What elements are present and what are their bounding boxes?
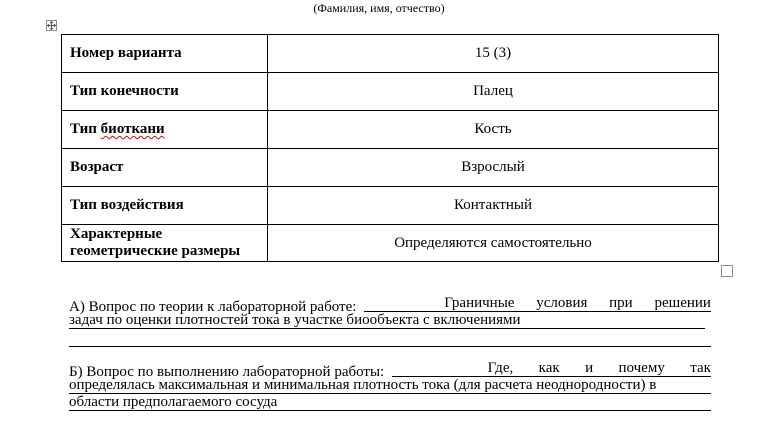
- row-value: Взрослый: [268, 149, 719, 187]
- answer-word: Граничные: [444, 295, 515, 311]
- row-value: Контактный: [268, 187, 719, 225]
- table-row: [62, 187, 719, 225]
- answer-word: решении: [654, 295, 711, 311]
- question-a-answer-continued: задач по оценки плотностей тока в участке биообъекта с включениями: [69, 312, 521, 328]
- table-row: [62, 111, 719, 149]
- question-b-answer-end: области предполагаемого сосуда: [69, 394, 278, 410]
- spellcheck-marked-word: биоткани: [100, 121, 165, 137]
- row-label: Номер варианта: [62, 35, 268, 73]
- row-label-prefix: Тип: [70, 121, 101, 137]
- row-label-line: геометрические размеры: [70, 243, 241, 259]
- row-label: Тип конечности: [62, 73, 268, 111]
- row-label: [62, 225, 268, 262]
- table-row: [62, 35, 719, 73]
- question-b-answer-continued: определялась максимальная и минимальная плотность тока (для расчета неоднородности) в: [69, 377, 657, 393]
- answer-word: как: [538, 360, 560, 376]
- answer-blank-line: [69, 329, 711, 347]
- answer-word: так: [690, 360, 711, 376]
- table-resize-handle-icon[interactable]: [721, 265, 733, 277]
- table-row: [62, 149, 719, 187]
- row-value: 15 (3): [268, 35, 719, 73]
- row-value: Кость: [268, 111, 719, 149]
- variant-table: [61, 34, 719, 262]
- answer-word: при: [609, 295, 633, 311]
- row-label: Тип воздействия: [62, 187, 268, 225]
- question-b: [69, 360, 711, 411]
- question-b-line-2: [69, 377, 711, 394]
- question-a-line-2: [69, 312, 705, 329]
- row-value: Определяются самостоятельно: [268, 225, 719, 262]
- question-b-prefix: Б) Вопрос по выполнению лабораторной работы:: [69, 364, 385, 380]
- row-label: [62, 111, 268, 149]
- answer-word: и: [585, 360, 594, 376]
- answer-word: условия: [536, 295, 588, 311]
- question-b-answer-line: [392, 360, 711, 377]
- table-row: [62, 225, 719, 262]
- question-a-prefix: А) Вопрос по теории к лабораторной работе:: [69, 299, 357, 315]
- answer-word: почему: [618, 360, 665, 376]
- question-b-line-3: [69, 394, 711, 411]
- answer-word: Где,: [487, 360, 514, 376]
- question-b-line-1: [69, 360, 711, 380]
- table-move-handle-icon[interactable]: [46, 20, 57, 31]
- name-caption: (Фамилия, имя, отчество): [313, 1, 445, 15]
- row-label: Возраст: [62, 149, 268, 187]
- row-label-line: Характерные: [70, 226, 163, 242]
- table-row: [62, 73, 719, 111]
- question-a: [69, 295, 711, 347]
- row-value: Палец: [268, 73, 719, 111]
- question-a-answer-line: [364, 295, 711, 312]
- question-a-line-1: [69, 295, 711, 315]
